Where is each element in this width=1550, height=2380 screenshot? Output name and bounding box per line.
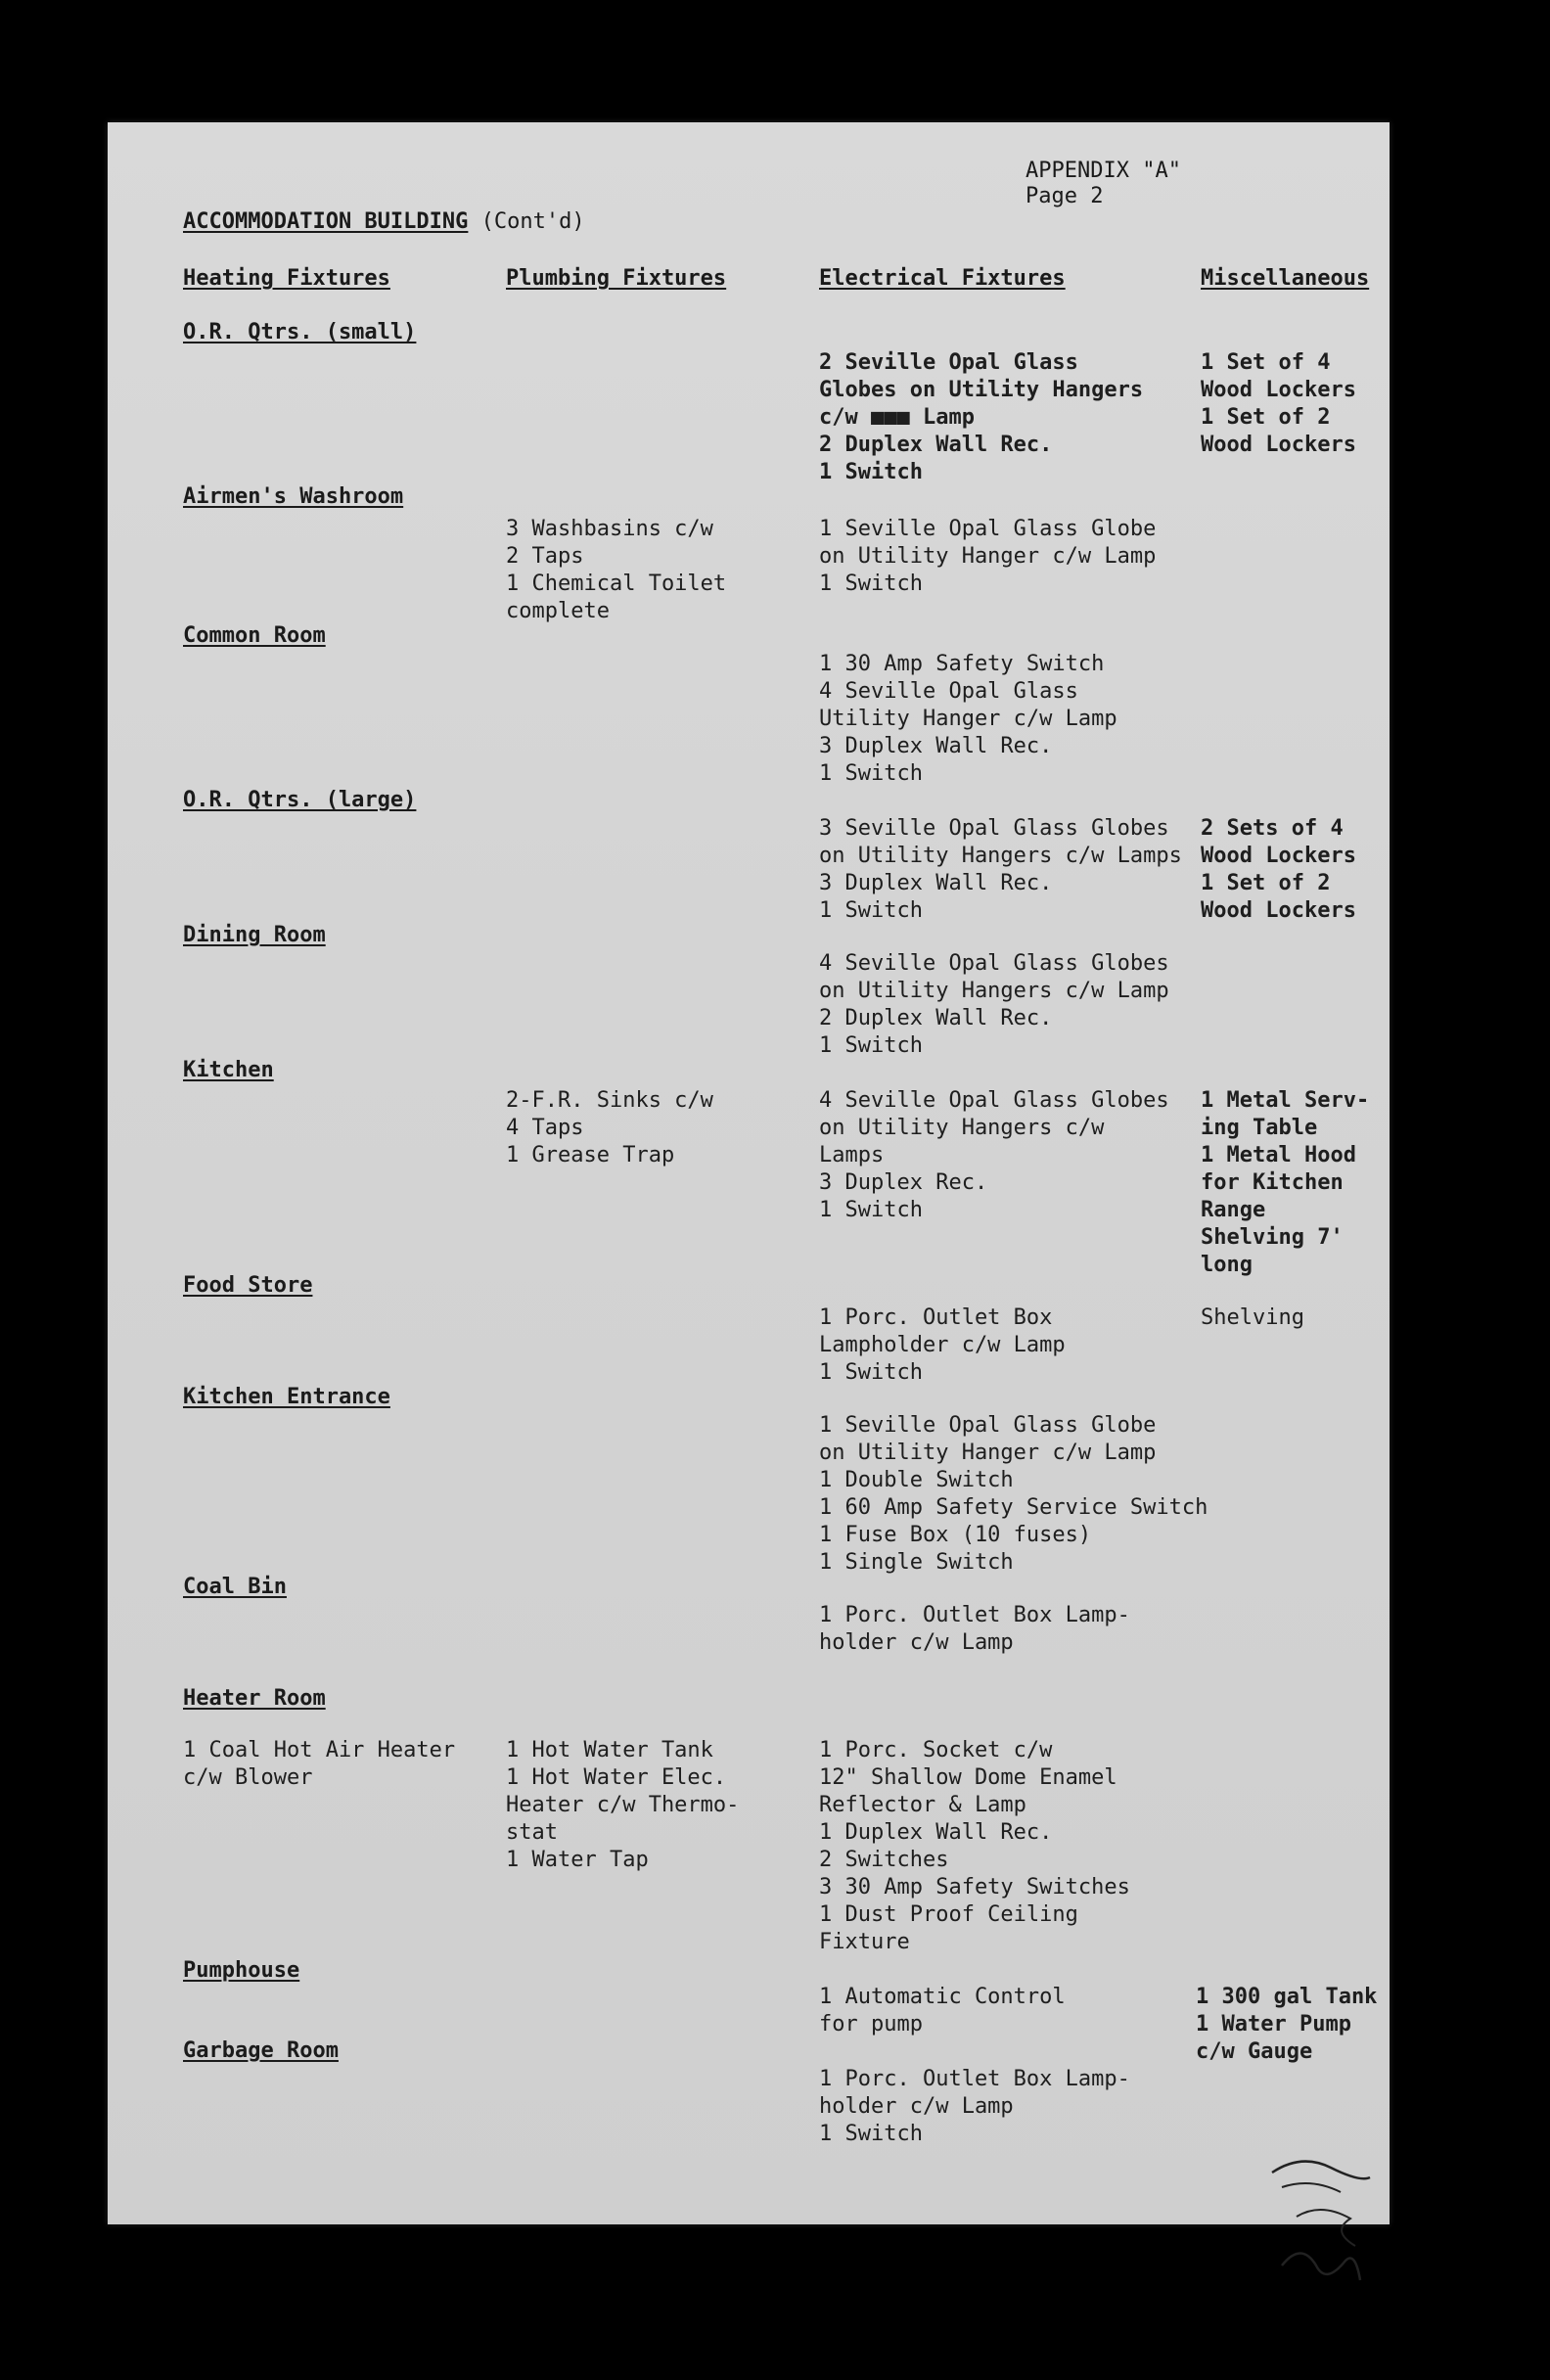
page-number: Page 2 (1026, 184, 1104, 208)
page-title-suffix: (Cont'd) (480, 209, 585, 234)
section-title: Common Room (183, 623, 326, 648)
misc-cell: 2 Sets of 4 Wood Lockers 1 Set of 2 Wood Lockers (1201, 816, 1356, 923)
section-title: Pumphouse (183, 1958, 300, 1983)
section-title: Dining Room (183, 923, 326, 947)
section-title: O.R. Qtrs. (large) (183, 788, 417, 812)
document-page (108, 122, 1390, 2224)
electrical-cell: 3 Seville Opal Glass Globes on Utility Hangers c/w Lamps 3 Duplex Wall Rec. 1 Switch (819, 816, 1182, 923)
electrical-cell: 1 Porc. Socket c/w 12" Shallow Dome Enamel Reflector & Lamp 1 Duplex Wall Rec. 2 Switches 3 30 Amp Safety Switches 1 Dust Proof Ceiling Fixture (819, 1738, 1130, 1954)
misc-cell: 1 Set of 4 Wood Lockers 1 Set of 2 Wood Lockers (1201, 350, 1356, 457)
section-title: Kitchen Entrance (183, 1385, 390, 1409)
electrical-cell: 2 Seville Opal Glass Globes on Utility Hangers c/w ■■■ Lamp 2 Duplex Wall Rec. 1 Switch (819, 350, 1144, 484)
appendix-label: APPENDIX "A" (1026, 159, 1181, 183)
misc-cell: 1 300 gal Tank 1 Water Pump c/w Gauge (1196, 1985, 1378, 2064)
electrical-cell: 1 Porc. Outlet Box Lampholder c/w Lamp 1 Switch (819, 1305, 1066, 1385)
handwritten-initials (1262, 2158, 1380, 2295)
heating-cell: 1 Coal Hot Air Heater c/w Blower (183, 1738, 456, 1790)
electrical-cell: 1 Porc. Outlet Box Lamp- holder c/w Lamp (819, 1603, 1130, 1655)
electrical-cell: 1 Automatic Control for pump (819, 1985, 1066, 2037)
section-title: Coal Bin (183, 1575, 287, 1599)
section-title: O.R. Qtrs. (small) (183, 320, 417, 344)
plumbing-cell: 2-F.R. Sinks c/w 4 Taps 1 Grease Trap (506, 1088, 713, 1167)
plumbing-cell: 3 Washbasins c/w 2 Taps 1 Chemical Toilet complete (506, 517, 727, 623)
section-title: Food Store (183, 1273, 313, 1298)
section-title: Kitchen (183, 1058, 274, 1082)
electrical-cell: 1 Seville Opal Glass Globe on Utility Hanger c/w Lamp 1 Double Switch 1 60 Amp Safety Service Switch 1 Fuse Box (10 fuses) 1 Single Switch (819, 1413, 1208, 1575)
electrical-cell: 4 Seville Opal Glass Globes on Utility Hangers c/w Lamp 2 Duplex Wall Rec. 1 Switch (819, 951, 1169, 1058)
page-title-main: ACCOMMODATION BUILDING (183, 209, 469, 234)
electrical-cell: 4 Seville Opal Glass Globes on Utility Hangers c/w Lamps 3 Duplex Rec. 1 Switch (819, 1088, 1169, 1222)
misc-cell: Shelving (1201, 1305, 1304, 1330)
column-header-electrical: Electrical Fixtures (819, 266, 1066, 291)
section-title: Airmen's Washroom (183, 484, 404, 509)
page-title (183, 208, 585, 236)
section-title: Garbage Room (183, 2038, 339, 2063)
column-header-misc: Miscellaneous (1201, 266, 1370, 291)
plumbing-cell: 1 Hot Water Tank 1 Hot Water Elec. Heater c/w Thermo- stat 1 Water Tap (506, 1738, 740, 1872)
electrical-cell: 1 30 Amp Safety Switch 4 Seville Opal Glass Utility Hanger c/w Lamp 3 Duplex Wall Rec. 1 Switch (819, 652, 1117, 786)
electrical-cell: 1 Seville Opal Glass Globe on Utility Hanger c/w Lamp 1 Switch (819, 517, 1157, 596)
electrical-cell: 1 Porc. Outlet Box Lamp- holder c/w Lamp 1 Switch (819, 2067, 1130, 2146)
section-title: Heater Room (183, 1686, 326, 1711)
column-header-heating: Heating Fixtures (183, 266, 390, 291)
misc-cell: 1 Metal Serv- ing Table 1 Metal Hood for Kitchen Range Shelving 7' long (1201, 1088, 1370, 1277)
column-header-plumbing: Plumbing Fixtures (506, 266, 727, 291)
